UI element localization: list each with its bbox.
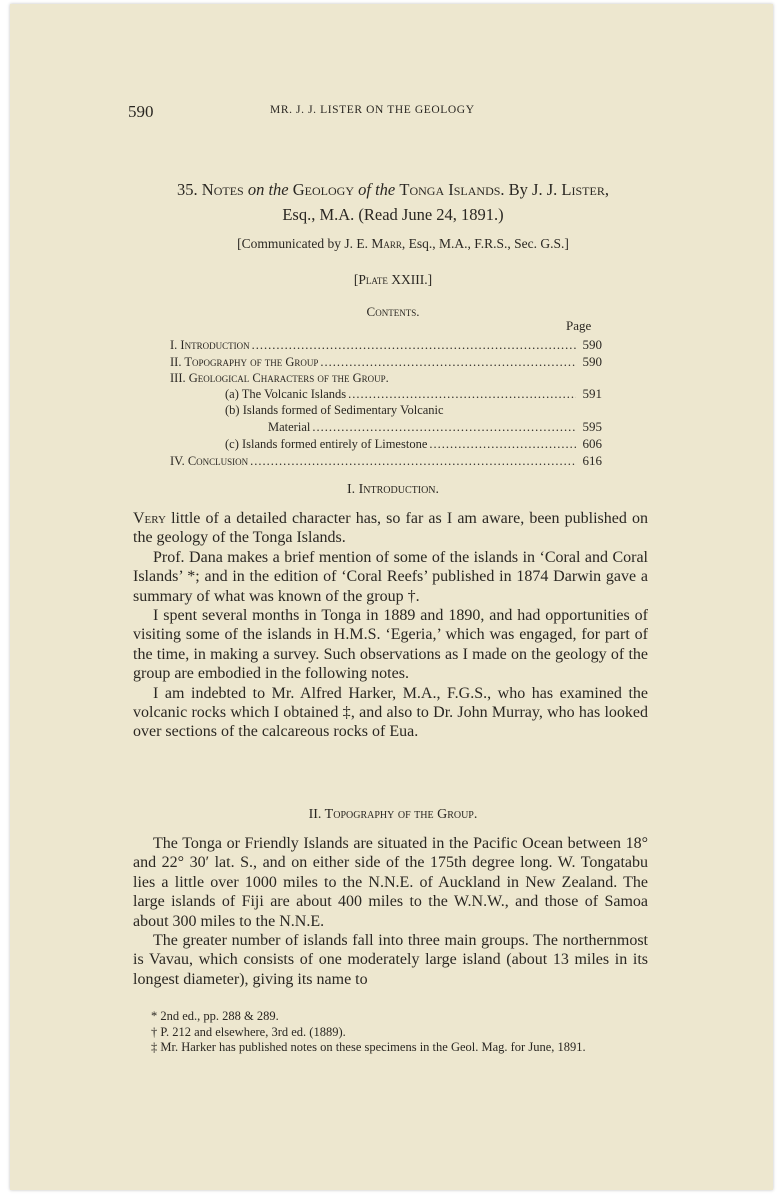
toc-page: 590 <box>582 353 602 369</box>
table-of-contents <box>170 337 602 469</box>
title-word: on the <box>247 180 289 199</box>
toc-leader <box>252 338 576 354</box>
toc-page: 595 <box>582 418 602 434</box>
footnote: ‡ Mr. Harker has published notes on these specimens in the Geol. Mag. for June, 1891. <box>151 1040 586 1054</box>
title-word: Tonga Islands. <box>399 180 505 199</box>
toc-label: Material <box>268 419 311 434</box>
toc-leader <box>320 355 576 371</box>
toc-item[interactable] <box>170 371 602 387</box>
plate-reference: [Plate XXIII.] <box>353 272 433 287</box>
article-number: 35. <box>177 180 198 199</box>
communicated-text: [Communicated by J. E. <box>237 236 369 251</box>
paragraph: The greater number of islands fall into three main groups. The northernmost is Vavau, which consists of one moderately large island (about 13 miles in its longest diameter), giving its name to <box>133 932 648 988</box>
title-word: of the <box>358 180 396 199</box>
toc-leader <box>348 387 576 403</box>
contents-page-column-heading: Page <box>566 318 592 333</box>
paragraph-text: little of a detailed character has, so far as I am aware, been published on the geology of the Tonga Islands. <box>133 510 648 547</box>
footnote: † P. 212 and elsewhere, 3rd ed. (1889). <box>151 1024 346 1039</box>
title-line-2 <box>133 202 653 227</box>
toc-label: II. Topography of the Group <box>170 354 319 369</box>
toc-page: 616 <box>582 452 602 468</box>
title-line-1 <box>133 177 653 202</box>
toc-item[interactable] <box>170 436 602 453</box>
toc-label: I. Introduction <box>170 338 250 352</box>
article-title <box>133 177 653 227</box>
footnote: * 2nd ed., pp. 288 & 289. <box>151 1009 279 1023</box>
paragraph: Prof. Dana makes a brief mention of some of the islands in ‘Coral and Coral Islands’ *; and in the edition of ‘Coral Reefs’ published in 1874 Darwin gave a summary of what was known of the group †. <box>133 548 648 605</box>
section-heading-topography: II. Topography of the Group. <box>308 807 478 822</box>
topography-body <box>133 834 648 989</box>
toc-item[interactable] <box>170 354 602 371</box>
page-number: 590 <box>128 102 154 121</box>
toc-item[interactable] <box>170 419 602 436</box>
author-degree: Esq., M.A. <box>282 205 355 224</box>
lead-word: Very <box>133 510 166 527</box>
toc-page: 590 <box>582 337 602 352</box>
author-surname: Lister, <box>561 180 609 199</box>
footnotes <box>133 1009 653 1056</box>
toc-item[interactable] <box>170 337 602 354</box>
communicated-by <box>143 236 663 252</box>
toc-page: 606 <box>582 435 602 451</box>
toc-page: 591 <box>582 386 602 402</box>
toc-item[interactable] <box>170 386 602 403</box>
title-word: Notes <box>201 180 244 199</box>
running-title: MR. J. J. LISTER ON THE GEOLOGY <box>270 104 475 116</box>
toc-label: (a) The Volcanic Islands <box>225 387 347 402</box>
paragraph: I spent several months in Tonga in 1889 and 1890, and had opportunities of visiting some of the islands in H.M.S. ‘Egeria,’ which was engaged, for part of the time, in making a survey. Such observations as I made on the geology of the group are embodied in the following notes. <box>133 607 648 683</box>
toc-item[interactable] <box>170 453 602 470</box>
read-date: (Read June 24, 1891.) <box>358 205 504 224</box>
introduction-body <box>133 509 648 742</box>
section-heading-introduction: I. Introduction. <box>346 482 440 497</box>
contents-heading: Contents. <box>366 304 420 319</box>
paragraph <box>133 509 648 548</box>
toc-label: (b) Islands formed of Sedimentary Volcanic <box>225 403 444 418</box>
toc-label: III. Geological Characters of the Group. <box>170 370 389 385</box>
communicated-text: Esq., M.A., F.R.S., Sec. G.S.] <box>408 236 569 251</box>
toc-leader <box>312 420 576 436</box>
document-page <box>10 4 773 1190</box>
communicator-name: Marr, <box>371 236 406 251</box>
paragraph: The Tonga or Friendly Islands are situated in the Pacific Ocean between 18° and 22° 30′ lat. S., and on either side of the 175th degree long. W. Tongatabu lies a little over 1000 miles to the N.N.E. of Auckland in New Zealand. The large islands of Fiji are about 400 miles to the W.N.W., and those of Samoa about 300 miles to the N.N.E. <box>133 835 648 930</box>
paragraph: I am indebted to Mr. Alfred Harker, M.A., F.G.S., who has examined the volcanic rocks which I obtained ‡, and also to Dr. John Murray, who has looked over sections of the calcareous rocks of Eua. <box>133 684 648 741</box>
title-word: Geology <box>292 180 354 199</box>
toc-item[interactable] <box>170 403 602 419</box>
toc-label: IV. Conclusion <box>170 453 249 468</box>
toc-leader <box>429 437 576 453</box>
author-name: By J. J. <box>508 180 558 199</box>
toc-leader <box>250 454 576 470</box>
toc-label: (c) Islands formed entirely of Limestone <box>225 436 428 451</box>
